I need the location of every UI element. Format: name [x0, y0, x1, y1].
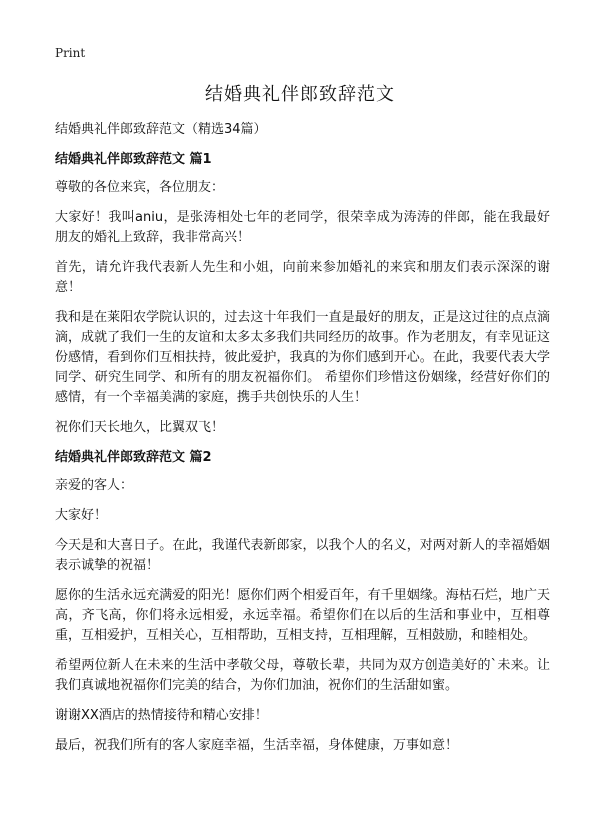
paragraph: 大家好！我叫aniu，是张涛相处七年的老同学，很荣幸成为涛涛的伴郎，能在我最好朋友的婚礼上致辞，我非常高兴！: [55, 210, 550, 245]
paragraph: 谢谢XX酒店的热情接待和精心安排！: [55, 708, 268, 723]
paragraph: 首先，请允许我代表新人先生和小姐，向前来参加婚礼的来宾和朋友们表示深深的谢意！: [55, 260, 550, 295]
paragraph: 今天是和大喜日子。在此，我谨代表新郎家，以我个人的名义，对两对新人的幸福婚姻表示诚挚的祝福！: [55, 538, 550, 573]
section-heading: 结婚典礼伴郎致辞范文 篇2: [55, 450, 212, 465]
print-label: Print: [55, 46, 86, 60]
paragraph: 大家好！: [55, 508, 108, 523]
section-2: [55, 448, 550, 756]
document-subtitle: 结婚典礼伴郎致辞范文（精选34篇）: [55, 122, 267, 137]
paragraph: 祝你们天长地久，比翼双飞！: [55, 420, 225, 435]
document-body: [55, 120, 550, 766]
paragraph: 最后，祝我们所有的客人家庭幸福，生活幸福，身体健康，万事如意！: [55, 738, 459, 753]
document-title: 结婚典礼伴郎致辞范文: [205, 84, 395, 105]
paragraph: 亲爱的客人：: [55, 478, 134, 493]
section-1: [55, 150, 550, 438]
paragraph: 我和是在莱阳农学院认识的，过去这十年我们一直是最好的朋友，正是这过往的点点滴滴，成就了我们一生的友谊和太多太多我们共同经历的故事。作为老朋友，有幸见证这份感情，看到你们互相扶持，彼此爱护，我真的为你们感到开心。在此，我要代表大学同学、研究生同学、和所有的朋友祝福你们。 希望你们珍惜这份姻缘，经营好你们的感情，有一个幸福美满的家庭，携手共创快乐的人生！: [55, 310, 550, 405]
paragraph: 尊敬的各位来宾，各位朋友：: [55, 180, 225, 195]
paragraph: 希望两位新人在未来的生活中孝敬父母，尊敬长辈，共同为双方创造美好的`未来。让我们真诚地祝福你们完美的结合，为你们加油，祝你们的生活甜如蜜。: [55, 658, 550, 693]
paragraph: 愿你的生活永远充满爱的阳光！愿你们两个相爱百年，有千里姻缘。海枯石烂，地广天高，齐飞高，你们将永远相爱，永远幸福。希望你们在以后的生活和事业中，互相尊重，互相爱护，互相关心，互相帮助，互相支持，互相理解，互相鼓励，和睦相处。: [55, 588, 550, 643]
section-heading: 结婚典礼伴郎致辞范文 篇1: [55, 152, 212, 167]
